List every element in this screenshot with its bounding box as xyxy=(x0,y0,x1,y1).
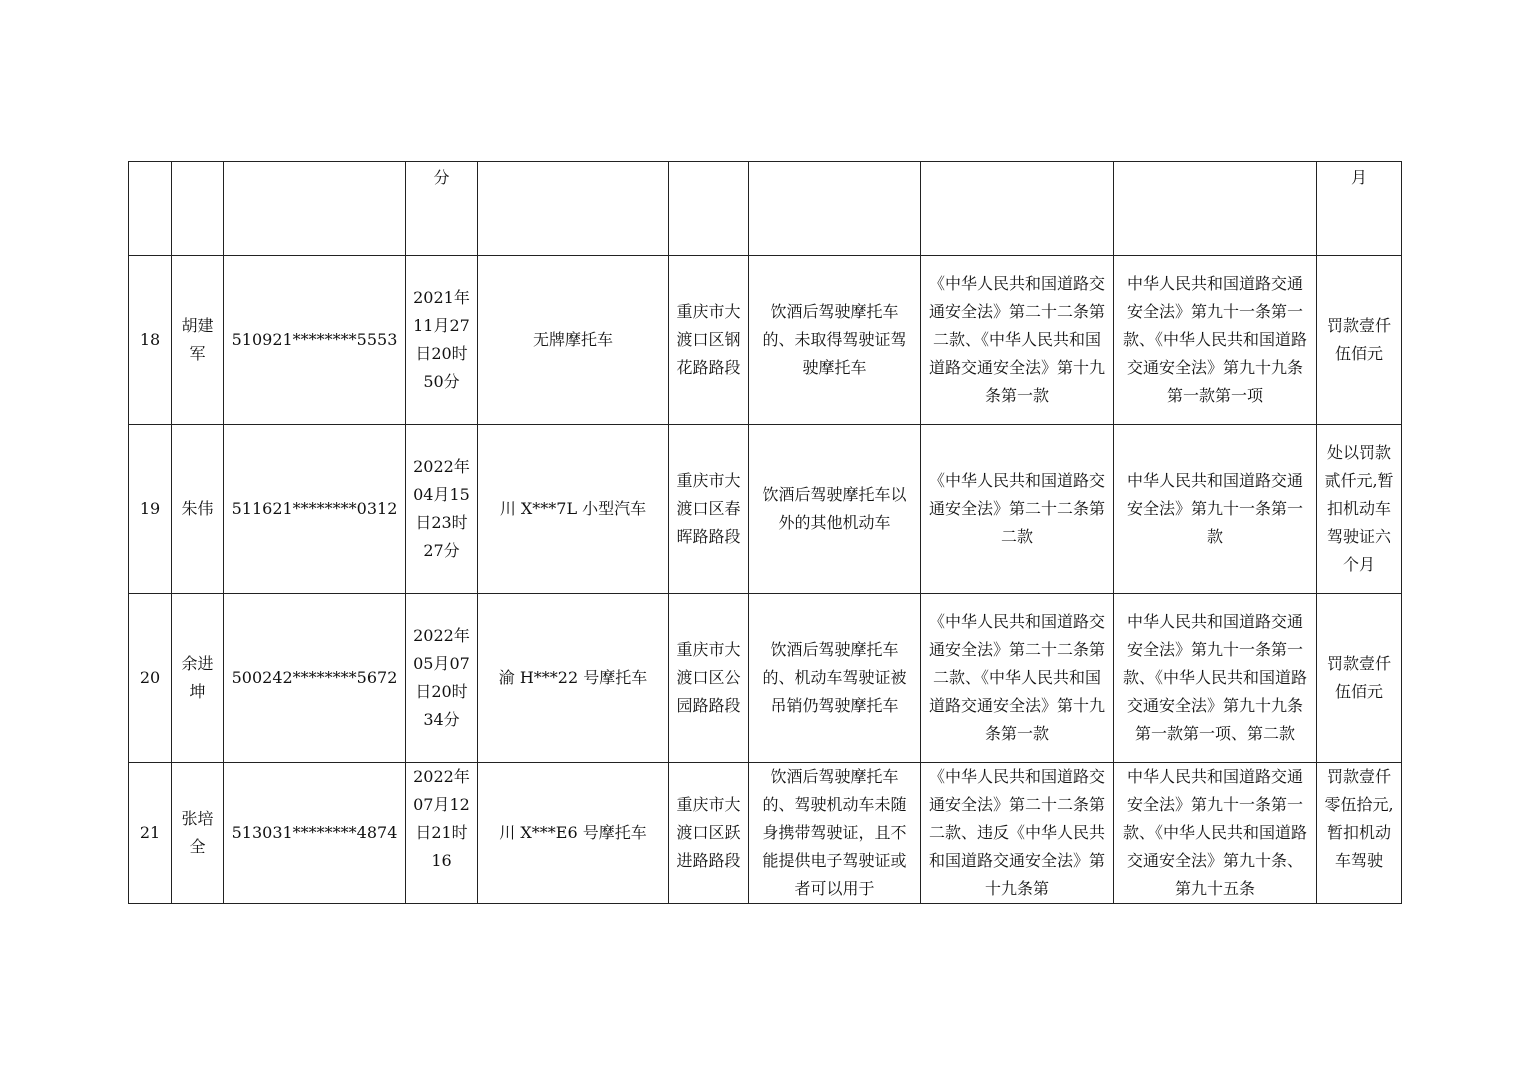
cell-basis xyxy=(1114,162,1317,256)
cell-time: 2022年05月07日20时34分 xyxy=(406,594,478,763)
cell-time: 2022年07月12日21时16 xyxy=(406,763,478,904)
cell-id-number: 511621********0312 xyxy=(224,425,406,594)
table-row xyxy=(129,763,1402,904)
cell-location: 重庆市大渡口区跃进路路段 xyxy=(669,763,749,904)
cell-id-number: 510921********5553 xyxy=(224,256,406,425)
table-row xyxy=(129,425,1402,594)
cell-name: 张培全 xyxy=(172,763,224,904)
cell-violated-law xyxy=(921,162,1114,256)
cell-location xyxy=(669,162,749,256)
cell-basis: 中华人民共和国道路交通安全法》第九十一条第一款、《中华人民共和国道路交通安全法》第九十九条第一款第一项 xyxy=(1114,256,1317,425)
cell-time: 2021年11月27日20时50分 xyxy=(406,256,478,425)
violation-records-table xyxy=(128,161,1402,904)
cell-vehicle: 川 X***E6 号摩托车 xyxy=(478,763,669,904)
table-row xyxy=(129,256,1402,425)
cell-location: 重庆市大渡口区春晖路路段 xyxy=(669,425,749,594)
cell-violation: 饮酒后驾驶摩托车以外的其他机动车 xyxy=(749,425,921,594)
cell-id-number xyxy=(224,162,406,256)
cell-name: 胡建军 xyxy=(172,256,224,425)
cell-penalty: 处以罚款贰仟元,暂扣机动车驾驶证六个月 xyxy=(1317,425,1402,594)
cell-penalty: 罚款壹仟伍佰元 xyxy=(1317,594,1402,763)
cell-time: 分 xyxy=(406,162,478,256)
cell-violated-law: 《中华人民共和国道路交通安全法》第二十二条第二款 xyxy=(921,425,1114,594)
table-row xyxy=(129,594,1402,763)
cell-penalty: 月 xyxy=(1317,162,1402,256)
cell-penalty: 罚款壹仟伍佰元 xyxy=(1317,256,1402,425)
cell-name: 朱伟 xyxy=(172,425,224,594)
cell-violated-law: 《中华人民共和国道路交通安全法》第二十二条第二款、《中华人民共和国道路交通安全法》第十九条第一款 xyxy=(921,594,1114,763)
cell-violated-law: 《中华人民共和国道路交通安全法》第二十二条第二款、违反《中华人民共和国道路交通安全法》第十九条第 xyxy=(921,763,1114,904)
cell-location: 重庆市大渡口区公园路路段 xyxy=(669,594,749,763)
cell-violation: 饮酒后驾驶摩托车的、未取得驾驶证驾驶摩托车 xyxy=(749,256,921,425)
cell-vehicle: 川 X***7L 小型汽车 xyxy=(478,425,669,594)
cell-violation xyxy=(749,162,921,256)
cell-name: 余进坤 xyxy=(172,594,224,763)
cell-no: 19 xyxy=(129,425,172,594)
cell-location: 重庆市大渡口区钢花路路段 xyxy=(669,256,749,425)
cell-violation: 饮酒后驾驶摩托车的、驾驶机动车未随身携带驾驶证，且不能提供电子驾驶证或者可以用于 xyxy=(749,763,921,904)
cell-vehicle: 无牌摩托车 xyxy=(478,256,669,425)
cell-id-number: 513031********4874 xyxy=(224,763,406,904)
cell-penalty: 罚款壹仟零伍拾元,暂扣机动车驾驶 xyxy=(1317,763,1402,904)
cell-no xyxy=(129,162,172,256)
cell-basis: 中华人民共和国道路交通安全法》第九十一条第一款 xyxy=(1114,425,1317,594)
cell-vehicle xyxy=(478,162,669,256)
cell-violation: 饮酒后驾驶摩托车的、机动车驾驶证被吊销仍驾驶摩托车 xyxy=(749,594,921,763)
cell-basis: 中华人民共和国道路交通安全法》第九十一条第一款、《中华人民共和国道路交通安全法》第九十条、第九十五条 xyxy=(1114,763,1317,904)
cell-no: 21 xyxy=(129,763,172,904)
cell-no: 18 xyxy=(129,256,172,425)
cell-name xyxy=(172,162,224,256)
cell-basis: 中华人民共和国道路交通安全法》第九十一条第一款、《中华人民共和国道路交通安全法》第九十九条第一款第一项、第二款 xyxy=(1114,594,1317,763)
cell-time: 2022年04月15日23时27分 xyxy=(406,425,478,594)
table-row-continuation xyxy=(129,162,1402,256)
cell-id-number: 500242********5672 xyxy=(224,594,406,763)
cell-vehicle: 渝 H***22 号摩托车 xyxy=(478,594,669,763)
cell-no: 20 xyxy=(129,594,172,763)
cell-violated-law: 《中华人民共和国道路交通安全法》第二十二条第二款、《中华人民共和国道路交通安全法》第十九条第一款 xyxy=(921,256,1114,425)
